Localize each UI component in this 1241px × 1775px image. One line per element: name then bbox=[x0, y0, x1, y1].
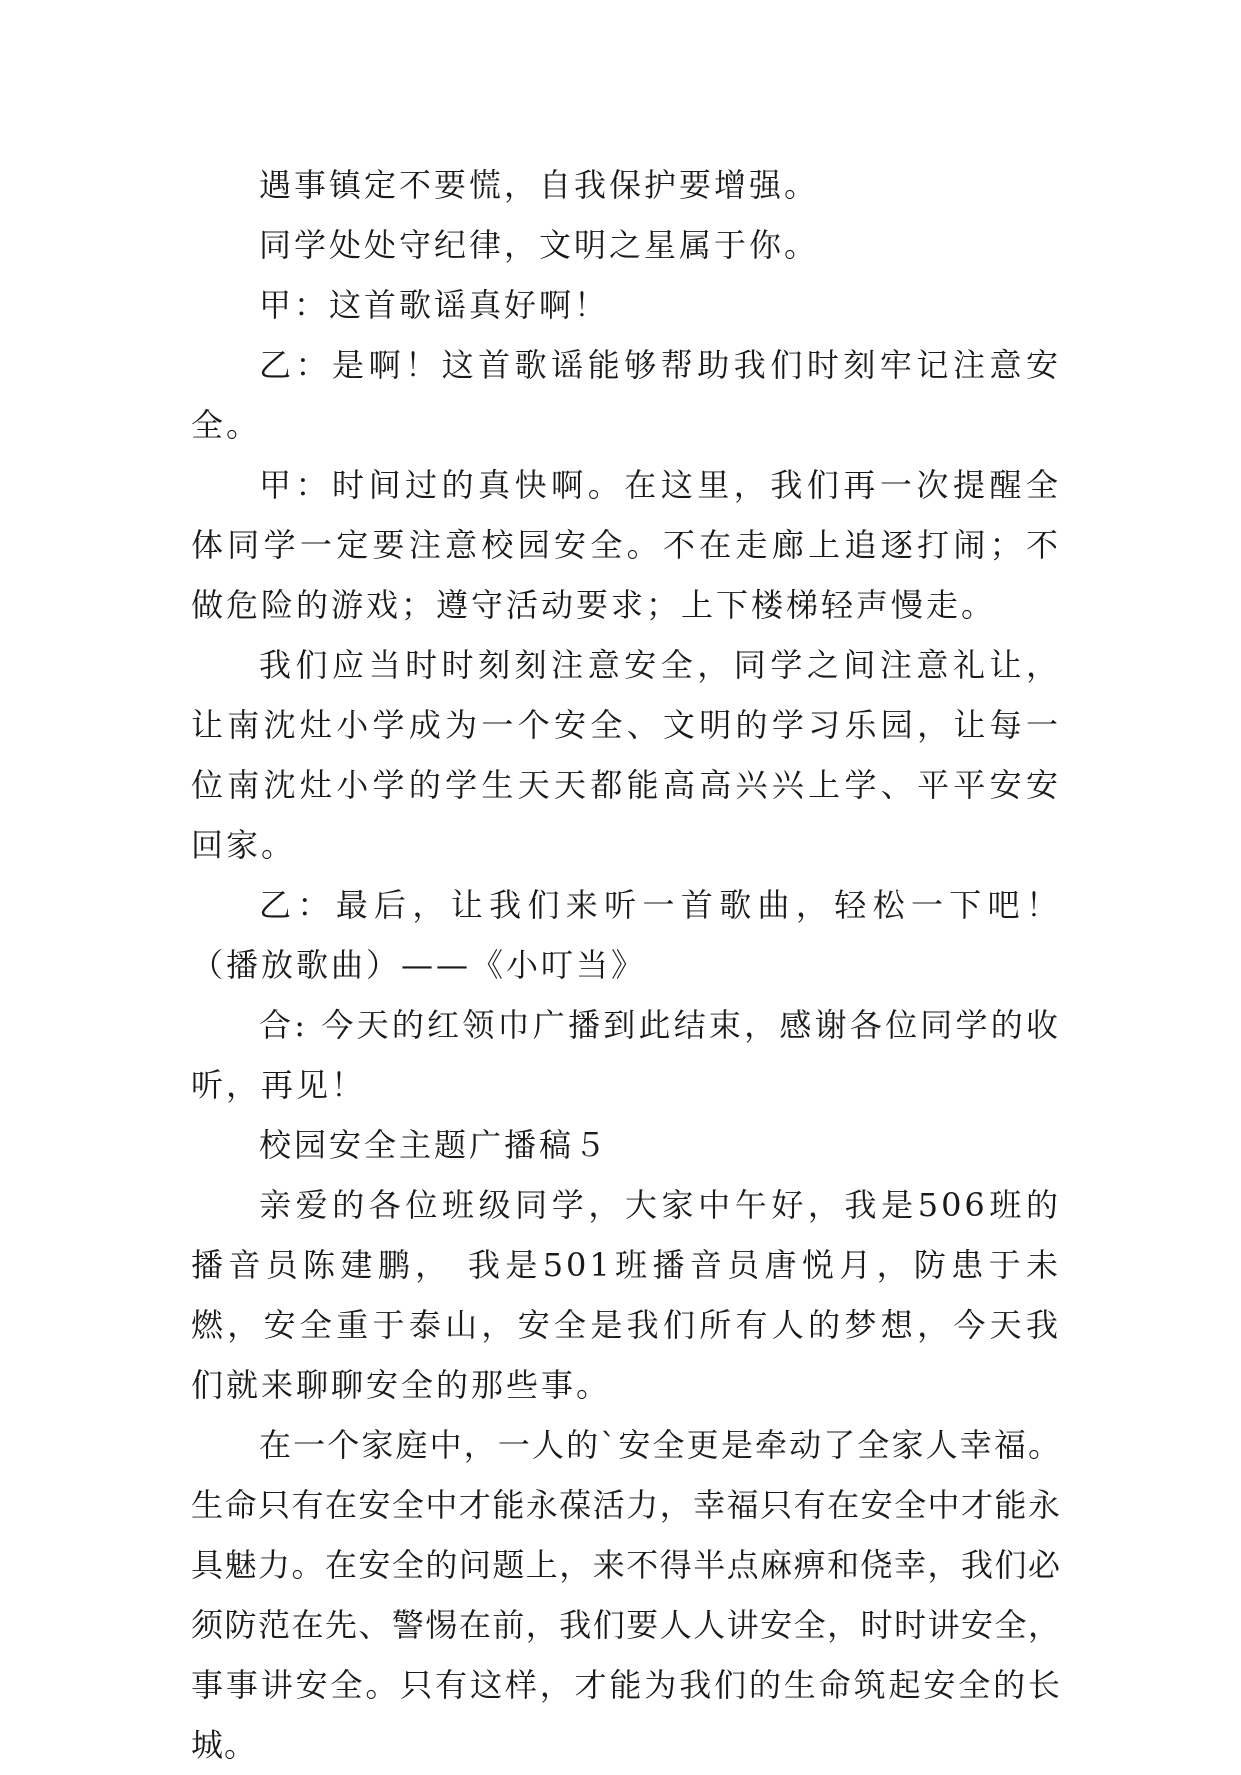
paragraph: 甲：时间过的真快啊。在这里，我们再一次提醒全体同学一定要注意校园安全。不在走廊上追逐打闹；不做危险的游戏；遵守活动要求；上下楼梯轻声慢走。 bbox=[191, 466, 1061, 624]
paragraph: 甲：这首歌谣真好啊！ bbox=[259, 286, 610, 324]
paragraph: 在一个家庭中，一人的`安全更是牵动了全家人幸福。生命只有在安全中才能永葆活力，幸福只有在安全中才能永具魅力。在安全的问题上，来不得半点麻痹和侥幸，我们必须防范在先、警惕在前，我们要人人讲安全，时时讲安全，事事讲安全。只有这样，才能为我们的生命筑起安全的长城。 bbox=[191, 1426, 1061, 1764]
paragraph: 乙：是啊！这首歌谣能够帮助我们时刻牢记注意安全。 bbox=[191, 346, 1061, 444]
paragraph: 乙：最后，让我们来听一首歌曲，轻松一下吧！ （播放歌曲）——《小叮当》 bbox=[191, 886, 1061, 984]
paragraph: 我们应当时时刻刻注意安全，同学之间注意礼让，让南沈灶小学成为一个安全、文明的学习乐园，让每一位南沈灶小学的学生天天都能高高兴兴上学、平平安安回家。 bbox=[191, 646, 1061, 864]
section-heading: 校园安全主题广播稿５ bbox=[259, 1126, 610, 1164]
document-body bbox=[191, 155, 1061, 1775]
paragraph: 遇事镇定不要慌，自我保护要增强。 bbox=[259, 166, 820, 204]
paragraph: 同学处处守纪律，文明之星属于你。 bbox=[259, 226, 820, 264]
paragraph: 亲爱的各位班级同学，大家中午好，我是506班的播音员陈建鹏， 我是501班播音员唐悦月，防患于未燃，安全重于泰山，安全是我们所有人的梦想，今天我们就来聊聊安全的那些事。 bbox=[191, 1186, 1061, 1404]
paragraph: 合: 今天的红领巾广播到此结束，感谢各位同学的收听，再见！ bbox=[191, 1006, 1061, 1104]
